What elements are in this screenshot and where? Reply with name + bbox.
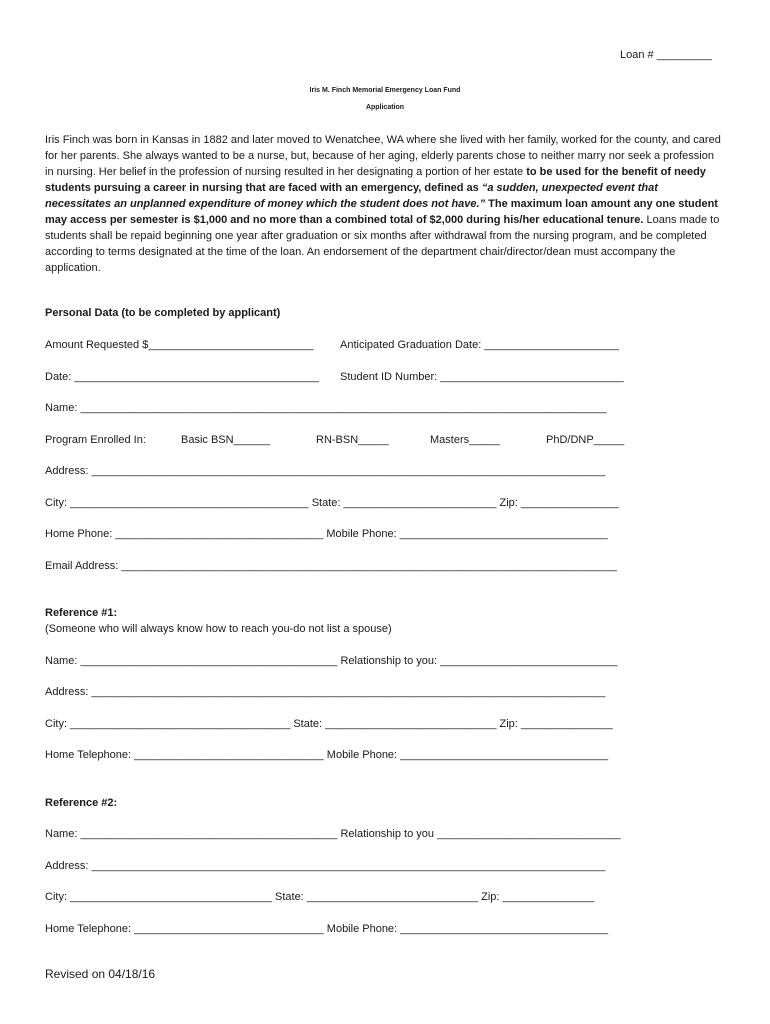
program-basic-bsn[interactable]: Basic BSN______ [181,434,271,446]
intro-text-5: Loans made to students shall be repaid beginning one year after graduation or six months after withdrawal from the nursing program, and be completed according to terms designated at the time of the loan. An endorsement of the department chair/director/dean must accompany the application. [45,214,720,274]
intro-paragraph [45,132,725,276]
reference1-heading: Reference #1: [45,607,118,619]
reference2-address-field[interactable]: Address: ____________________________________________________________________________________ [45,860,606,872]
program-label: Program Enrolled In: [45,434,146,446]
student-id-field[interactable]: Student ID Number: ______________________________ [340,371,624,383]
intro-text-2: to be used for the benefit of needy students pursuing a career in nursing that are faced with an emergency, defined as [45,166,706,194]
reference2-city-state-zip-field[interactable]: City: _________________________________ State: ____________________________ Zip: _______________ [45,891,595,903]
personal-data-heading: Personal Data (to be completed by applicant) [45,307,281,319]
program-masters[interactable]: Masters_____ [430,434,500,446]
program-rn-bsn[interactable]: RN-BSN_____ [316,434,389,446]
reference2-phone-fields[interactable]: Home Telephone: _______________________________ Mobile Phone: __________________________________ [45,923,609,935]
name-field[interactable]: Name: ______________________________________________________________________________________ [45,402,607,414]
address-field[interactable]: Address: ____________________________________________________________________________________ [45,465,606,477]
amount-requested-field[interactable]: Amount Requested $___________________________ [45,339,314,351]
reference1-city-state-zip-field[interactable]: City: ____________________________________ State: ____________________________ Zip: _______________ [45,718,613,730]
reference1-phone-fields[interactable]: Home Telephone: _______________________________ Mobile Phone: __________________________________ [45,749,609,761]
intro-text-4: The maximum loan amount any one student may access per semester is $1,000 and no more than a combined total of $2,000 during his/her educational tenure. [45,198,718,226]
reference2-name-field[interactable]: Name: __________________________________________ Relationship to you ______________________________ [45,828,621,840]
loan-number-field[interactable]: Loan # _________ [620,49,712,61]
form-title: Iris M. Finch Memorial Emergency Loan Fund [309,87,461,94]
reference1-name-field[interactable]: Name: __________________________________________ Relationship to you: _____________________________ [45,655,618,667]
intro-text-1: Iris Finch was born in Kansas in 1882 and later moved to Wenatchee, WA where she lived with her family, worked for the county, and cared for her parents. She always wanted to be a nurse, but, because of her aging, elderly parents chose to neither marry nor seek a profession in nursing. Her belief in the profession of nursing resulted in her designating a portion of her estate [45,134,721,178]
date-field[interactable]: Date: ________________________________________ [45,371,320,383]
reference2-heading: Reference #2: [45,797,118,809]
revised-date: Revised on 04/18/16 [45,967,156,981]
reference1-address-field[interactable]: Address: ____________________________________________________________________________________ [45,686,606,698]
reference1-note: (Someone who will always know how to reach you-do not list a spouse) [45,623,392,635]
phone-fields[interactable]: Home Phone: __________________________________ Mobile Phone: __________________________________ [45,528,608,540]
graduation-date-field[interactable]: Anticipated Graduation Date: ______________________ [340,339,619,351]
email-field[interactable]: Email Address: _________________________________________________________________________________ [45,560,617,572]
form-subtitle: Application [365,104,405,111]
intro-emergency-definition: “a sudden, unexpected event that necessitates an unplanned expenditure of money which the student does not have.” [45,182,658,210]
program-phd-dnp[interactable]: PhD/DNP_____ [546,434,625,446]
city-state-zip-field[interactable]: City: _______________________________________ State: _________________________ Zip: ________________ [45,497,619,509]
